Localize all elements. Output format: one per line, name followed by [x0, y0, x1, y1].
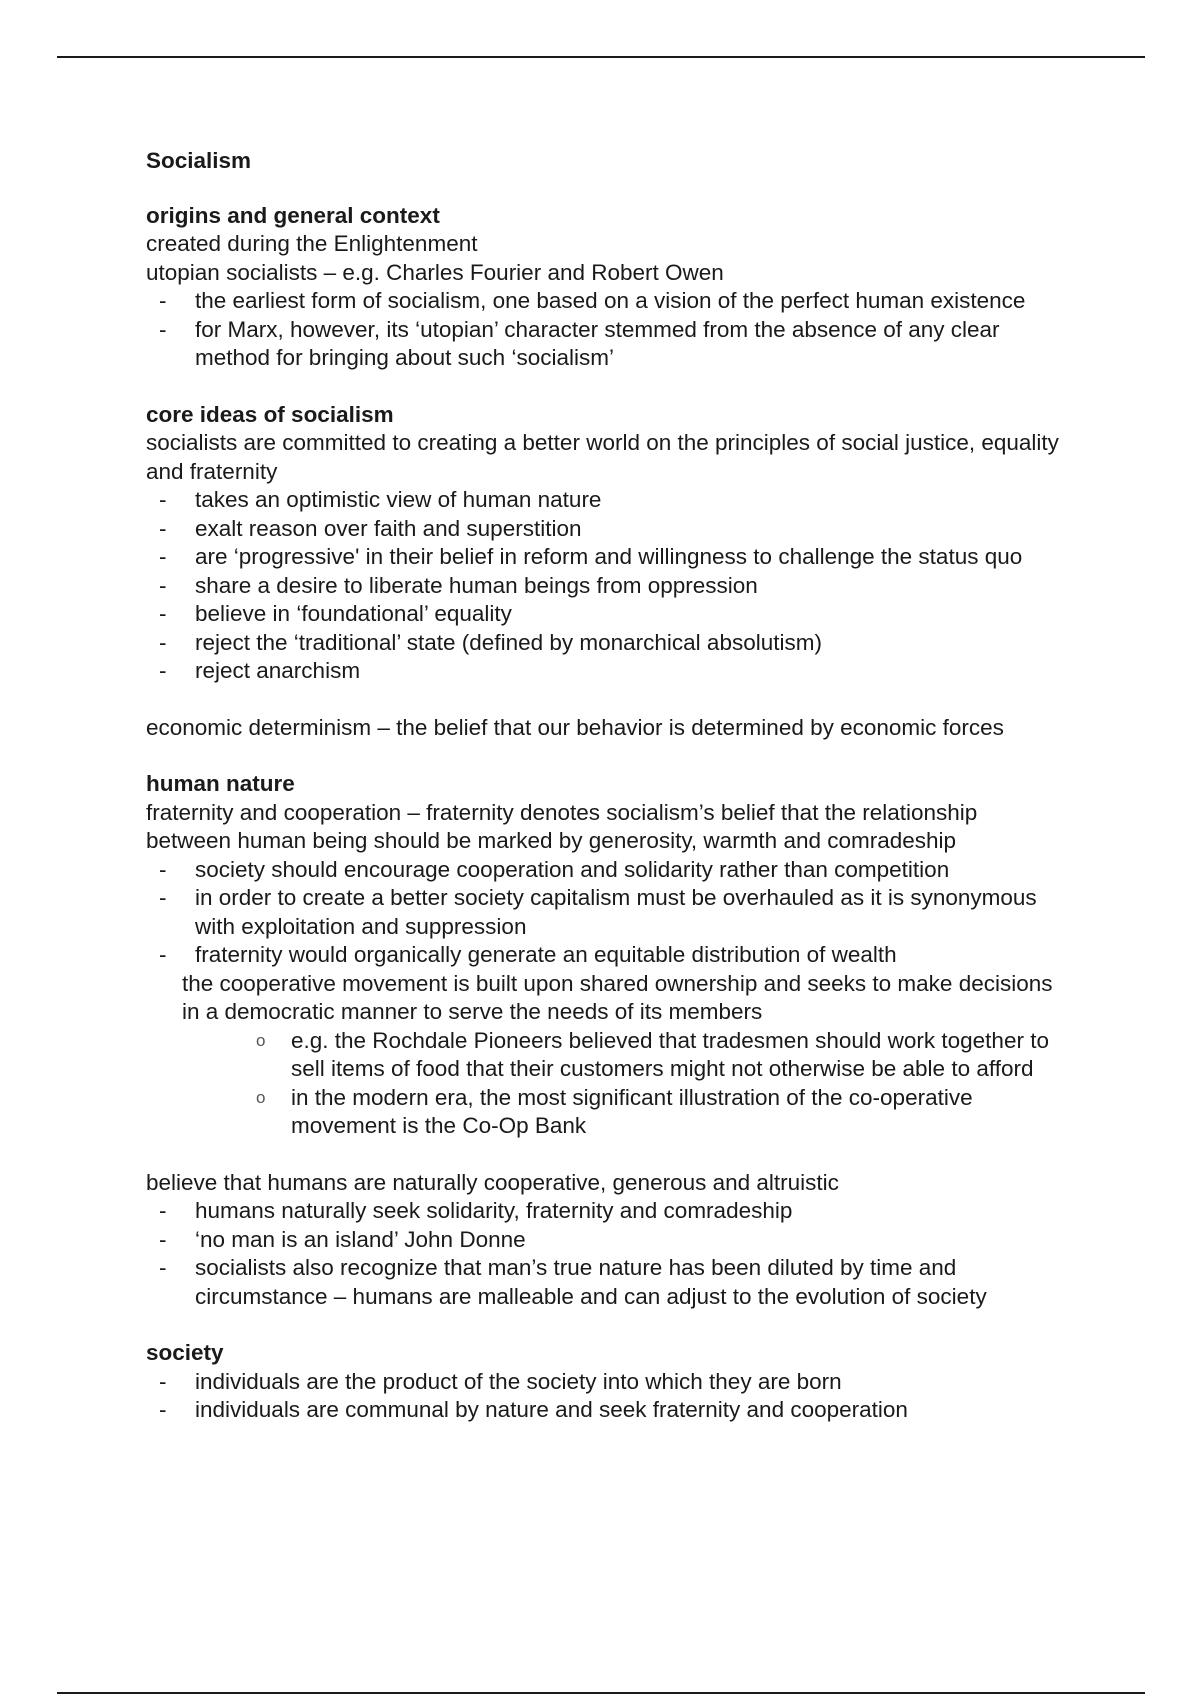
heading-origins: origins and general context — [146, 202, 440, 228]
heading-human-nature: human nature — [146, 771, 295, 796]
human-nature-bullet-list — [146, 856, 1066, 970]
document-page — [146, 147, 1066, 1453]
section-origins — [146, 202, 1066, 373]
list-item: - reject the ‘traditional’ state (defined by monarchical absolutism) — [146, 629, 1066, 658]
list-item: - believe in ‘foundational’ equality — [146, 600, 1066, 629]
section-economic-determinism — [146, 714, 1066, 743]
bottom-rule — [57, 1692, 1145, 1694]
heading-core-ideas: core ideas of socialism — [146, 401, 394, 427]
economic-determinism: economic determinism – the belief that our behavior is determined by economic forces — [146, 714, 1004, 740]
origins-line: utopian socialists – e.g. Charles Fourier and Robert Owen — [146, 259, 724, 285]
list-item: - reject anarchism — [146, 657, 1066, 686]
core-bullet-list — [146, 486, 1066, 686]
document-title: Socialism — [146, 148, 252, 173]
section-believe — [146, 1169, 1066, 1312]
list-item: - humans naturally seek solidarity, fraternity and comradeship — [146, 1197, 1066, 1226]
list-item: - are ‘progressive' in their belief in reform and willingness to challenge the status quo — [146, 543, 1066, 572]
list-item: - individuals are the product of the society into which they are born — [146, 1368, 1066, 1397]
believe-bullet-list — [146, 1197, 1066, 1311]
list-item: - in order to create a better society capitalism must be overhauled as it is synonymous with exploitation and suppression — [146, 884, 1066, 941]
section-human-nature — [146, 770, 1066, 1141]
list-item: - society should encourage cooperation and solidarity rather than competition — [146, 856, 1066, 885]
origins-bullet-list — [146, 287, 1066, 373]
believe-line: believe that humans are naturally cooperative, generous and altruistic — [146, 1169, 839, 1195]
human-nature-intro: fraternity and cooperation – fraternity denotes socialism’s belief that the relationship between human being should be marked by generosity, warmth and comradeship — [146, 799, 978, 853]
list-item: - for Marx, however, its ‘utopian’ character stemmed from the absence of any clear method for bringing about such ‘socialism’ — [146, 316, 1066, 373]
section-society — [146, 1339, 1066, 1425]
heading-society: society — [146, 1340, 224, 1365]
origins-line: created during the Enlightenment — [146, 231, 478, 256]
list-item: - socialists also recognize that man’s true nature has been diluted by time and circumstance – humans are malleable and can adjust to the evolution of society — [146, 1254, 1066, 1311]
list-item: - exalt reason over faith and superstition — [146, 515, 1066, 544]
list-item: - share a desire to liberate human beings from oppression — [146, 572, 1066, 601]
society-bullet-list — [146, 1368, 1066, 1425]
cooperative-movement: the cooperative movement is built upon shared ownership and seeks to make decisions in a democratic manner to serve the needs of its members — [182, 970, 1053, 1024]
core-intro: socialists are committed to creating a better world on the principles of social justice, equality and fraternity — [146, 430, 1059, 484]
list-item: o in the modern era, the most significant illustration of the co-operative movement is the Co-Op Bank — [146, 1084, 1066, 1141]
cooperative-sub-list — [146, 1027, 1066, 1141]
list-item: o e.g. the Rochdale Pioneers believed that tradesmen should work together to sell items of food that their customers might not otherwise be able to afford — [146, 1027, 1066, 1084]
list-item: - fraternity would organically generate an equitable distribution of wealth — [146, 941, 1066, 970]
list-item: - takes an optimistic view of human nature — [146, 486, 1066, 515]
list-item: - individuals are communal by nature and seek fraternity and cooperation — [146, 1396, 1066, 1425]
section-core-ideas — [146, 401, 1066, 686]
list-item: - ‘no man is an island’ John Donne — [146, 1226, 1066, 1255]
top-rule — [57, 56, 1145, 58]
list-item: - the earliest form of socialism, one based on a vision of the perfect human existence — [146, 287, 1066, 316]
